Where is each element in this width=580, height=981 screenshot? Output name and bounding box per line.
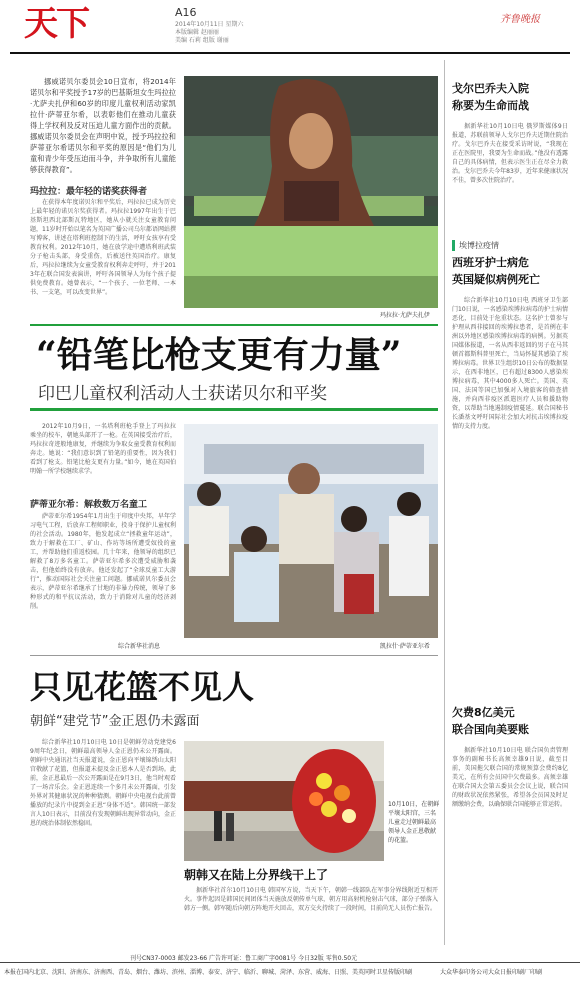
story3-subheadline: 朝鲜“建党节”金正恩仍未露面 (30, 714, 200, 729)
footer-print-sites: 本报在国内北京、沈阳、济南东、济南西、青岛、烟台、潍坊、滨州、淄博、泰安、济宁、临沂、聊城、菏泽、东营、威海、日照、美英同时卫星传版印刷 (4, 969, 413, 976)
date-line: 2014年10月11日 星期六 (175, 21, 244, 28)
main-headline: “铅笔比枪支更有力量” (36, 334, 402, 376)
right-story1-title: 戈尔巴乔夫入院 称要为生命而战 (452, 82, 529, 112)
section-title: 天下 (24, 4, 88, 44)
story3-sub-headline: 朝韩又在陆上分界线干上了 (184, 868, 329, 882)
main-subheadline: 印巴儿童权利活动人士获诺贝尔和平奖 (38, 384, 327, 404)
story1-body: 在获得本年度诺贝尔和平奖后，玛拉拉已成为历史上最年轻的诺贝尔奖获得者。玛拉拉1997年出生于巴基斯坦西北部斯瓦特地区，她从小就关注女童教育问题，11岁时开始以笔名为英国广播公司乌尔都语网站撰写博客，讲述在塔利班控制下的生活，呼吁女孩享有受教育权利。2012年10月，她在放学途中遭塔利班武装分子枪击头部，身受重伤，后被送往英国治疗。康复后，玛拉拉继续为女童受教育权利奔走呼吁，并于2013年在联合国发表演讲，呼吁各国领导人为每个孩子提供免费教育。她曾表示，“一个孩子、一位老师、一本书、一支笔，可以改变世界”。 (30, 199, 176, 296)
section-rule (30, 655, 438, 656)
story2-subhead: 萨蒂亚尔希：解救数万名童工 (30, 500, 148, 510)
story3-sub-body: 据新华社首尔10月10日电 韩国军方说，当天下午，朝韩一线部队在军事分界线附近互相开火。事件起因是韩国民间团体当天施放反朝传单气球，朝方用高射机枪射击气球，部分子弹落入韩方一侧。韩军随后向朝方阵地开火回击，双方交火持续了一段时间，目前尚无人员伤亡报告。 (184, 887, 438, 912)
newspaper-logo: 齐鲁晚报 (500, 14, 540, 25)
footer-printer: 大众华泰印务公司大众日报印刷厂印刷 (440, 969, 543, 976)
right-story2-body: 综合新华社10月10日电 西班牙卫生部门10日说，一名感染埃博拉病毒的护士病情恶化，目前处于危重状态。这名护士曾参与护理从西非接回的埃博拉患者，是首例在非洲以外地区感染埃博拉病毒的病例。另据英国媒体报道，一名从西非返回的男子在马其顿首都斯科普里死亡，当局怀疑其感染了埃博拉病毒。世界卫生组织10日公布的数据显示，在西非地区，已有超过8300人感染埃博拉病毒，其中4000多人死亡。美国、英国、法国等国已加强对入境旅客的筛查措施，并向西非疫区派遣医疗人员和援助物资，以帮助当地遏制疫情蔓延。联合国秘书长潘基文呼吁国际社会加大对抗击埃博拉疫情的支持力度。 (452, 297, 568, 430)
story1-lead: 挪威诺贝尔委员会10日宣布，将2014年诺贝尔和平奖授予17岁的巴基斯坦女生玛拉拉·尤萨夫扎伊和60岁的印度儿童权利活动家凯拉什·萨蒂亚尔希，以表彰他们在推动儿童获得上学权利及反对压迫儿童方面作出的贡献。挪威诺贝尔委员会在声明中说，授予玛拉拉和萨蒂亚尔希诺贝尔和平奖的原因是“他们为儿童和青少年受压迫而斗争，并争取所有儿童能够获得教育”。 (30, 77, 176, 174)
column-divider (444, 60, 445, 945)
headline-rule-top (30, 324, 438, 326)
right-story3-body: 据新华社10月10日电 联合国负责管理事务的副秘书长高须幸雄9日说，截至目前，美国拖欠联合国的常规预算会费约8亿美元，在所有会员国中欠费最多。高须幸雄在联合国大会第五委员会会议上说，联合国的财政状况依然紧张，希望各会员国及时足额缴纳会费，以确保联合国能够正常运转。 (452, 747, 568, 808)
story1-subhead: 玛拉拉：最年轻的诺奖获得者 (30, 187, 148, 197)
photo-caption-flowers: 10月10日，在朝鲜平壤太阳宫，三名儿童走过朝鲜最高领导人金正恩敬献的花篮。 (388, 801, 440, 844)
photo-malala (184, 76, 438, 308)
photo-caption-satyarthi: 凯拉什·萨蒂亚尔希 (380, 643, 430, 650)
photo-flower-basket (184, 741, 384, 861)
proof-line: 美编 石莉 组版 谢丽 (175, 37, 229, 44)
story2-body1: 2012年10月9日，一名塔利班枪手登上了玛拉拉乘坐的校车，朝她头部开了一枪。在英国接受治疗后，玛拉拉奇迹般地康复，并继续为争取女童受教育权利而奔走。她说：“我们意识到了铅笔的重要性，因为我们看到了枪支。铅笔比枪支更有力量。”如今，她在英国伯明翰一所学校继续求学。 (30, 423, 176, 475)
headline-rule-bottom (30, 408, 438, 411)
header-info (175, 21, 243, 45)
footer-codes: 刊号CN37-0003 邮发23-66 广告许可证：鲁工商广字0081号 今日32版 零售0.50元 (130, 955, 358, 962)
tag-ebola: 埃博拉疫情 (452, 240, 499, 251)
right-story3-title: 欠费8亿美元 联合国向美要账 (452, 706, 529, 736)
right-story1-body: 据新华社10月10日电 俄罗斯媒体9日报道，苏联前领导人戈尔巴乔夫近期住院治疗。戈尔巴乔夫在接受采访时说，“我现在正在医院里，我要为生命而战。”他没有透露自己的具体病情，但表示医生正在尽全力救治。戈尔巴乔夫今年83岁，近年来健康状况不佳，曾多次住院治疗。 (452, 123, 568, 184)
right-story2-title: 西班牙护士病危 英国疑似病例死亡 (452, 256, 540, 286)
header-rule (10, 52, 570, 54)
story3-headline: 只见花篮不见人 (30, 668, 255, 706)
photo-caption-malala: 玛拉拉·尤萨夫扎伊 (380, 312, 430, 319)
editor-line: 本版编辑 赵丽丽 (175, 29, 219, 36)
story3-body: 综合新华社10月10日电 10日是朝鲜劳动党建党69周年纪念日，朝鲜最高领导人金正恩仍未公开露面。朝鲜中央通讯社当天报道说，金正恩向平壤锦绣山太阳宫敬献了花篮，但报道未提及金正恩本人是否到场。此前，金正恩最后一次公开露面是在9月3日，他当时观看了一场音乐会。金正恩连续一个多月未公开露面，引发外界对其健康状况的种种猜测。朝鲜中央电视台此前曾播放的纪录片中提到金正恩“身体不适”。韩国统一部发言人10日表示，目前没有发现朝鲜出现异常动向，金正恩的统治体制依然稳固。 (30, 739, 176, 827)
photo-satyarthi (184, 424, 438, 638)
story2-credit: 综合新华社消息 (118, 643, 161, 650)
page-number: A16 (175, 6, 197, 19)
story2-body2: 萨蒂亚尔希1954年1月出生于印度中央邦，早年学习电气工程，后放弃工程师职业，投身于保护儿童权利的社会活动。1980年，他发起成立“拯救童年运动”，致力于解救在工厂、矿山、作坊等场所遭受奴役的童工，并帮助他们重返校园。几十年来，他领导的组织已解救了8万多名童工。萨蒂亚尔希多次遭受威胁和袭击，但他始终没有放弃。他还发起了“全球反童工大游行”，推动国际社会关注童工问题。挪威诺贝尔委员会表示，萨蒂亚尔希继承了甘地的非暴力传统，领导了多种形式的和平抗议活动，致力于消除对儿童的经济剥削。 (30, 513, 176, 610)
footer (0, 955, 580, 981)
